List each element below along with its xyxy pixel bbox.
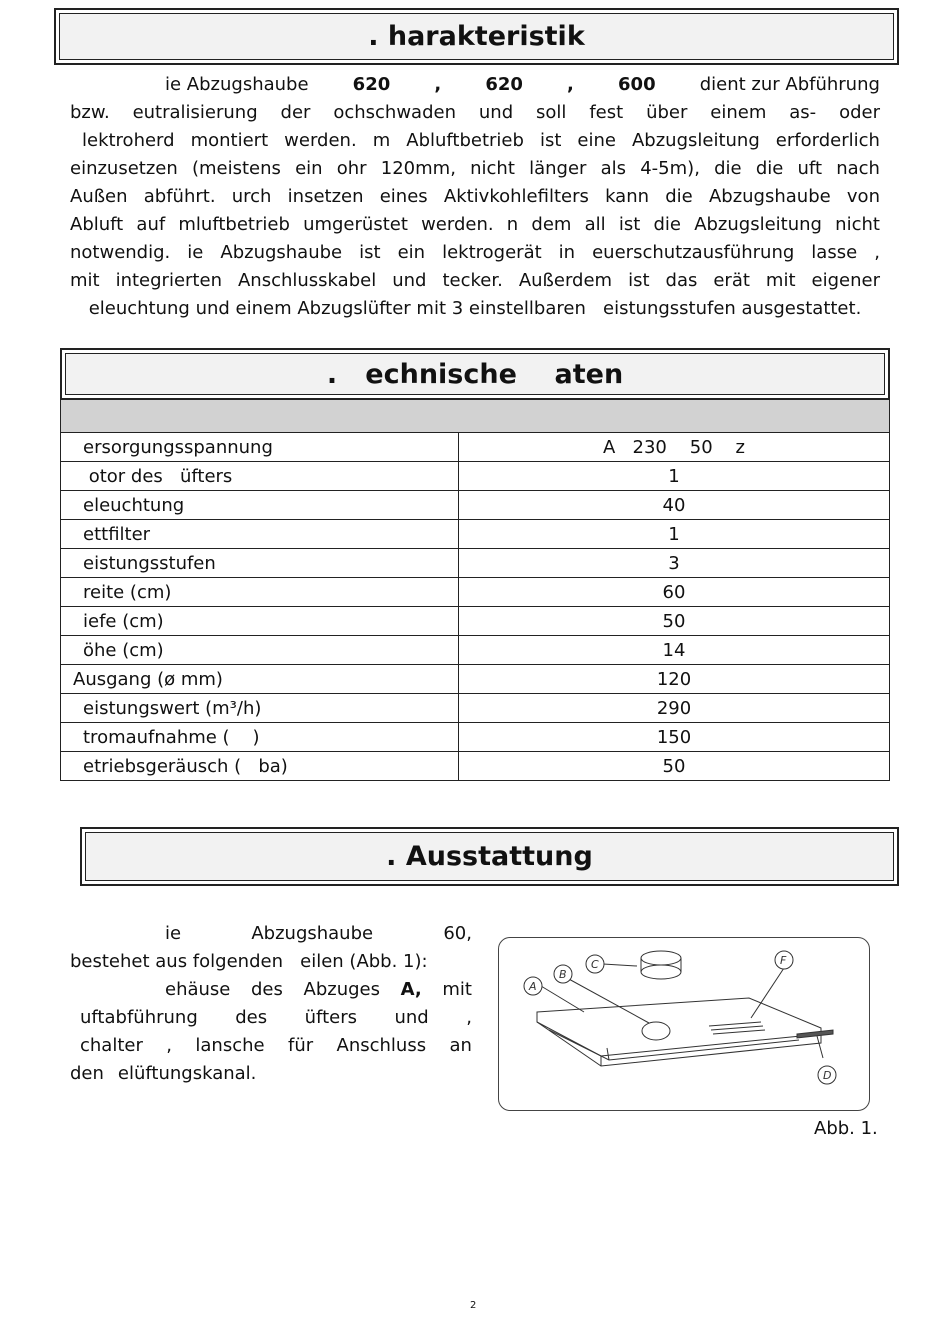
table-row: eistungswert (m³/h) 290 — [61, 694, 890, 723]
table-row: ersorgungsspannung A 230 50 z — [61, 433, 890, 462]
table-row: iefe (cm) 50 — [61, 607, 890, 636]
para-line: bzw. eutralisierung der ochschwaden und soll fest über einem as- oder — [70, 102, 880, 123]
para-line: einzusetzen (meistens ein ohr 120mm, nicht länger als 4-5m), die die uft nach — [70, 158, 880, 179]
technical-data-table — [60, 399, 890, 781]
hood-diagram-figure — [498, 937, 870, 1111]
para-line: eleuchtung und einem Abzugslüfter mit 3 einstellbaren eistungsstufen ausgestattet. — [88, 298, 862, 319]
label-a: A — [529, 980, 537, 993]
para-line: mit integrierten Anschlusskabel und tecker. Außerdem ist das erät mit eigener — [70, 270, 880, 291]
para-line: Abluft auf mluftbetrieb umgerüstet werden. n dem all ist die Abzugsleitung nicht — [70, 214, 880, 235]
section-title: . harakteristik — [59, 13, 894, 60]
table-row: ettfilter 1 — [61, 520, 890, 549]
section-title: . Ausstattung — [85, 832, 894, 881]
para-line: bestehet aus folgenden eilen (Abb. 1): — [70, 951, 428, 972]
para-line: notwendig. ie Abzugshaube ist ein lektrogerät in euerschutzausführung lasse , — [70, 242, 880, 263]
para-line: chalter , lansche für Anschluss an — [80, 1035, 472, 1056]
table-row: eleuchtung 40 — [61, 491, 890, 520]
label-b: B — [559, 968, 567, 981]
para-line: Außen abführt. urch insetzen eines Aktivkohlefilters kann die Abzugshaube von — [70, 186, 880, 207]
table-row: tromaufnahme ( ) 150 — [61, 723, 890, 752]
table-row: etriebsgeräusch ( ba) 50 — [61, 752, 890, 781]
para-line: ie Abzugshaube 60, — [165, 923, 472, 944]
table-row: otor des üfters 1 — [61, 462, 890, 491]
section-header-charakteristik — [54, 8, 899, 65]
para-line: den elüftungskanal. — [70, 1063, 257, 1084]
page-number: 2 — [470, 1300, 477, 1311]
table-row: eistungsstufen 3 — [61, 549, 890, 578]
section-title: . echnische aten — [65, 353, 885, 395]
section-header-technische-daten — [60, 348, 890, 400]
ausstattung-paragraph — [70, 920, 472, 1088]
section-header-ausstattung — [80, 827, 899, 886]
range-hood-drawing — [499, 938, 869, 1110]
para-line: uftabführung des üfters und , — [80, 1007, 472, 1028]
label-f: F — [780, 954, 787, 967]
para-line: ie Abzugshaube 620 , 620 , 600 dient zur Abführung — [165, 74, 880, 95]
table-row: öhe (cm) 14 — [61, 636, 890, 665]
charakteristik-paragraph — [70, 71, 880, 323]
para-line: ehäuse des Abzuges A, mit — [165, 979, 472, 1000]
label-c: C — [591, 958, 599, 971]
table-row: reite (cm) 60 — [61, 578, 890, 607]
table-header-row — [61, 400, 890, 433]
para-line: lektroherd montiert werden. m Abluftbetrieb ist eine Abzugsleitung erforderlich — [82, 130, 880, 151]
figure-caption: Abb. 1. — [814, 1118, 878, 1139]
table-row: Ausgang (ø mm) 120 — [61, 665, 890, 694]
label-d: D — [823, 1069, 832, 1082]
